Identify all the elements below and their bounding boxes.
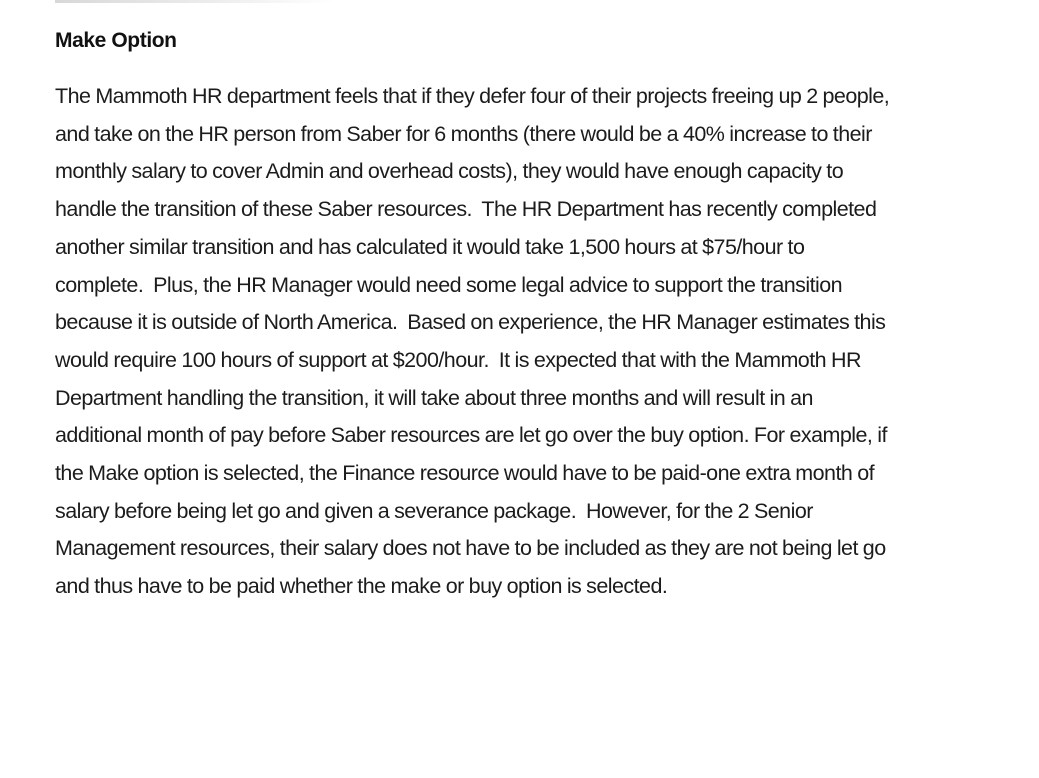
- section-heading: Make Option: [55, 29, 177, 52]
- paragraph-line: another similar transition and has calculated it would take 1,500 hours at $75/hour to: [55, 234, 805, 259]
- paragraph-line: and take on the HR person from Saber for 6 months (there would be a 40% increase to their: [55, 121, 872, 146]
- paragraph-line: the Make option is selected, the Finance resource would have to be paid-one extra month of: [55, 461, 875, 486]
- paragraph-line: Management resources, their salary does not have to be included as they are not being let go: [55, 536, 886, 561]
- body-paragraph: [55, 78, 935, 606]
- paragraph-line: complete. Plus, the HR Manager would need some legal advice to support the transition: [55, 272, 843, 297]
- paragraph-line: handle the transition of these Saber resources. The HR Department has recently completed: [55, 197, 877, 222]
- cropped-top-edge: [55, 0, 335, 3]
- paragraph-line: salary before being let go and given a severance package. However, for the 2 Senior: [55, 498, 813, 523]
- paragraph-line: additional month of pay before Saber resources are let go over the buy option. For example, if: [55, 423, 887, 448]
- paragraph-line: because it is outside of North America. Based on experience, the HR Manager estimates this: [55, 310, 886, 335]
- paragraph-line: would require 100 hours of support at $200/hour. It is expected that with the Mammoth HR: [55, 347, 861, 372]
- paragraph-line: Department handling the transition, it will take about three months and will result in an: [55, 385, 813, 410]
- paragraph-line: monthly salary to cover Admin and overhead costs), they would have enough capacity to: [55, 159, 844, 184]
- paragraph-line: The Mammoth HR department feels that if they defer four of their projects freeing up 2 people,: [55, 84, 890, 108]
- paragraph-line: and thus have to be paid whether the make or buy option is selected.: [55, 574, 668, 599]
